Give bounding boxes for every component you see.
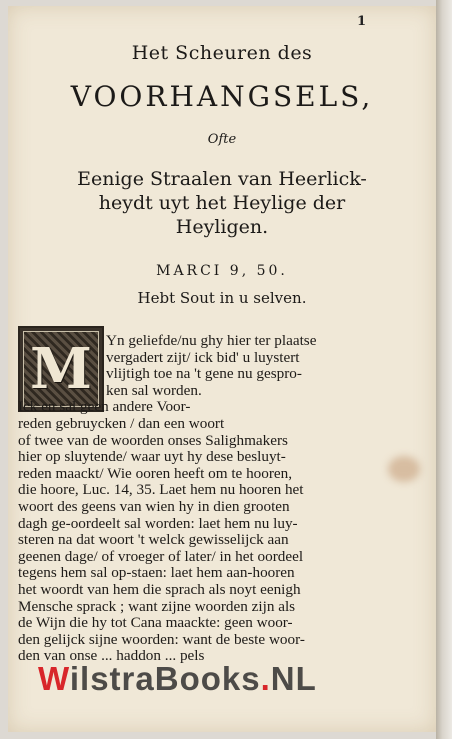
body-line: Ick en sal geen andere Voor- xyxy=(18,398,191,416)
title-line-4 xyxy=(8,167,436,239)
watermark-name: ilstraBooks xyxy=(69,660,261,697)
body-line: reden gebruycken / dan een woort xyxy=(18,415,225,432)
body-line: vlijtigh toe na 't gene nu gespro- xyxy=(106,365,302,383)
body-line: de Wijn die hy tot Cana maackte: geen woor- xyxy=(18,614,293,632)
watermark xyxy=(38,660,436,698)
body-line: ken sal worden. xyxy=(106,381,202,399)
body-line: dagh ge-oordeelt sal worden: laet hem nu luy- xyxy=(18,514,298,532)
body-line: geenen dage/ of vroeger of later/ in het oordeel xyxy=(18,547,304,565)
title-line-2: VOORHANGSELS, xyxy=(70,80,374,113)
body-line: steren na dat woort 't welck gewisselijck aan xyxy=(18,531,289,549)
body-line: den van onse ... haddon ... pels xyxy=(18,647,205,665)
initial-ornament xyxy=(23,331,99,407)
watermark-initial: W xyxy=(38,660,70,697)
initial-letter: M xyxy=(30,336,92,402)
body-line: Yn geliefde/nu ghy hier ter plaatse xyxy=(106,332,317,349)
body-line: den gelijck sijne woorden: want de beste woor- xyxy=(18,630,305,648)
watermark-tld: NL xyxy=(270,660,317,697)
title-line-6-text: Heyligen. xyxy=(175,216,269,238)
watermark-dot: . xyxy=(260,660,271,697)
body-line: reden maackt/ Wie ooren heeft om te hooren, xyxy=(18,464,293,482)
page-number: 1 xyxy=(356,14,366,29)
body-line: die hoore, Luc. 14, 35. Laet hem nu hooren het xyxy=(18,481,304,499)
body-line: of twee van de woorden onses Salighmakers xyxy=(18,431,288,449)
title-line-5-text: heydt uyt het Heylige der xyxy=(98,192,346,214)
scripture-reference: MARCI 9, 50. xyxy=(156,263,288,279)
book-page xyxy=(8,6,436,732)
body-line: woort des geens van wien hy in dien grooten xyxy=(18,498,290,515)
body-line: hier op sluytende/ waar uyt hy dese besluyt- xyxy=(18,448,286,466)
body-line: Mensche sprack ; want zijne woorden zijn als xyxy=(18,597,296,615)
scripture-verse: Hebt Sout in u selven. xyxy=(137,289,307,307)
title-line-4-text: Eenige Straalen van Heerlick- xyxy=(77,168,367,190)
body-line: vergadert zijt/ ick bid' u luystert xyxy=(106,348,300,366)
book-spine xyxy=(436,0,452,739)
paper-stain xyxy=(388,456,420,482)
title-line-1: Het Scheuren des xyxy=(131,42,313,64)
title-line-3: Ofte xyxy=(207,132,237,147)
body-line: het woordt van hem die sprach als noyt eenigh xyxy=(18,581,301,598)
body-line: tegens hem sal op-staen: laet hem aan-hooren xyxy=(18,564,295,582)
